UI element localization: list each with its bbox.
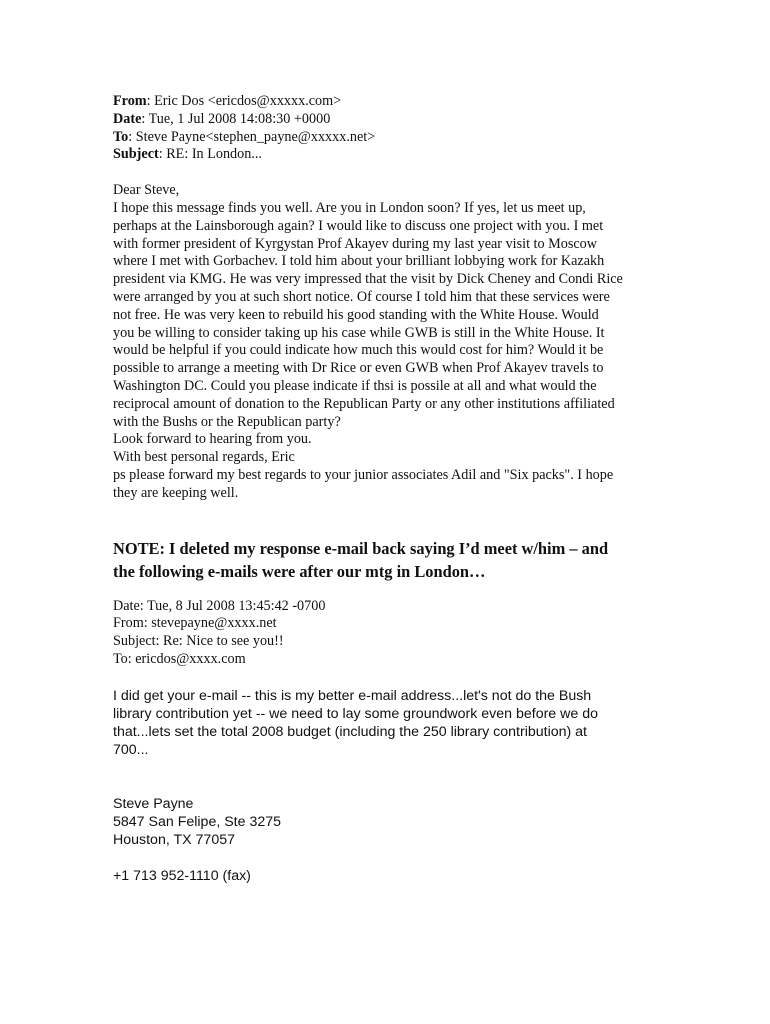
email2-body-line: I did get your e-mail -- this is my better e-mail address...let's not do the Bush: [113, 687, 592, 704]
signature-name: Steve Payne: [113, 795, 194, 812]
document-page: [113, 93, 653, 885]
email2-header: [113, 598, 653, 669]
email1-body-line: with former president of Kyrgystan Prof Akayev during my last year visit to Moscow: [113, 235, 598, 252]
email1-body-line: not free. He was very keen to rebuild his good standing with the White House. Would: [113, 306, 599, 323]
email1-body-line: perhaps at the Lainsborough again? I would like to discuss one project with you. I met: [113, 217, 604, 234]
email1-body-line: Look forward to hearing from you.: [113, 431, 312, 448]
email2-body-line: 700...: [113, 741, 149, 758]
from-label: From: [113, 93, 147, 109]
to-value: : Steve Payne<stephen_payne@xxxxx.net>: [128, 128, 376, 145]
subject-label: Subject: [113, 146, 159, 163]
fax-number: +1 713 952-1110 (fax): [113, 867, 251, 884]
from-value: : Eric Dos <ericdos@xxxxx.com>: [146, 93, 342, 109]
email2-fax: [113, 867, 653, 885]
email1-date-line: [113, 111, 653, 129]
email1-body-line: president via KMG. He was very impressed that the visit by Dick Cheney and Condi Rice: [113, 271, 623, 288]
note-line: NOTE: I deleted my response e-mail back saying I’d meet w/him – and: [113, 538, 609, 558]
email2-subject-line: Subject: Re: Nice to see you!!: [113, 633, 284, 650]
email1-body-line: were arranged by you at such short notice. Of course I told him that these services were: [113, 288, 610, 305]
email1-body-line: with the Bushs or the Republican party?: [113, 413, 341, 430]
email2-from-line: From: stevepayne@xxxx.net: [113, 615, 277, 632]
note-line: the following e-mails were after our mtg in London…: [113, 561, 486, 581]
email2-date-line: Date: Tue, 8 Jul 2008 13:45:42 -0700: [113, 597, 326, 614]
email1-to-line: [113, 129, 653, 147]
email2-body-line: library contribution yet -- we need to lay some groundwork even before we do: [113, 705, 598, 722]
email1-body-line: you be willing to consider taking up his case while GWB is still in the White House. It: [113, 324, 605, 341]
subject-value: : RE: In London...: [158, 146, 262, 163]
email1-from-line: [113, 93, 653, 111]
email1-body-line: Washington DC. Could you please indicate if thsi is possile at all and what would the: [113, 377, 597, 394]
date-value: : Tue, 1 Jul 2008 14:08:30 +0000: [141, 110, 331, 127]
to-label: To: [113, 128, 129, 145]
email2-body-line: that...lets set the total 2008 budget (including the 250 library contribution) at: [113, 723, 587, 740]
email1-body-line: reciprocal amount of donation to the Republican Party or any other institutions affiliated: [113, 395, 615, 412]
email1-body-line: With best personal regards, Eric: [113, 449, 295, 466]
email1-body-line: I hope this message finds you well. Are you in London soon? If yes, let us meet up,: [113, 199, 586, 216]
email1-body-line: where I met with Gorbachev. I told him about your brilliant lobbying work for Kazakh: [113, 253, 605, 270]
signature-address: 5847 San Felipe, Ste 3275: [113, 813, 282, 830]
email1-header: [113, 93, 653, 164]
email1-subject-line: [113, 146, 653, 164]
email2-to-line: To: ericdos@xxxx.com: [113, 650, 246, 667]
email1-body-line: possible to arrange a meeting with Dr Rice or even GWB when Prof Akayev travels to: [113, 360, 604, 377]
signature-city: Houston, TX 77057: [113, 831, 235, 848]
date-label: Date: [113, 110, 142, 127]
email1-body: [113, 182, 653, 502]
email1-body-line: they are keeping well.: [113, 484, 239, 501]
email2-signature: [113, 795, 653, 849]
note-heading: [113, 537, 653, 583]
email1-body-line: ps please forward my best regards to your junior associates Adil and "Six packs". I hope: [113, 466, 614, 483]
email1-body-line: Dear Steve,: [113, 182, 180, 199]
email2-body: [113, 687, 653, 759]
email1-body-line: would be helpful if you could indicate how much this would cost for him? Would it be: [113, 342, 604, 359]
